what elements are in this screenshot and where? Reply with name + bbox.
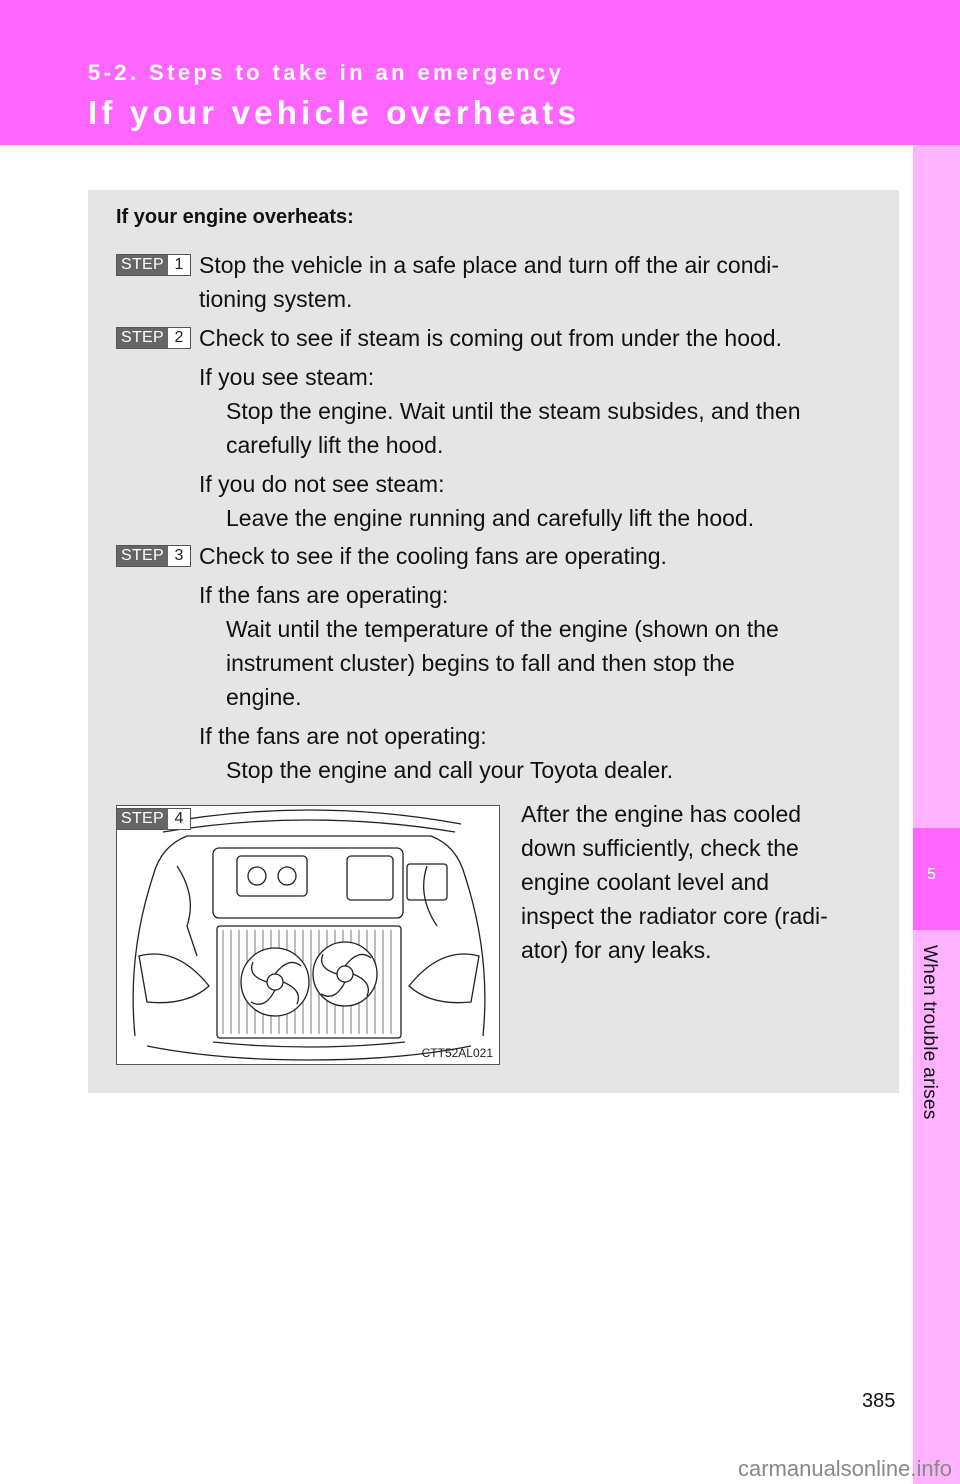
section-label: 5-2. Steps to take in an emergency xyxy=(88,60,565,85)
step-3-text: Check to see if the cooling fans are operating. xyxy=(199,543,667,569)
chapter-title: When trouble arises xyxy=(919,945,940,1120)
step-1-badge xyxy=(116,254,191,276)
step-3-case-2-condition: If the fans are not operating: xyxy=(199,723,487,749)
step-2-badge xyxy=(116,327,191,349)
step-4-text-line: engine coolant level and xyxy=(521,869,770,895)
intro-heading: If your engine overheats: xyxy=(116,206,354,228)
step-2-text: Check to see if steam is coming out from under the hood. xyxy=(199,325,782,351)
step-1-text: Stop the vehicle in a safe place and turn off the air condi- xyxy=(199,252,780,278)
figure-code: CTT52AL021 xyxy=(421,1046,493,1060)
page-heading: If your vehicle overheats xyxy=(88,94,580,131)
step-3-case-1-action-line: engine. xyxy=(226,684,302,710)
step-2-case-2-action-line: Leave the engine running and carefully lift the hood. xyxy=(226,505,755,531)
step-4-text-line: inspect the radiator core (radi- xyxy=(521,903,828,929)
side-tab xyxy=(913,145,960,1484)
step-3-case-2-action-line: Stop the engine and call your Toyota dealer. xyxy=(226,757,674,783)
step-label: STEP xyxy=(117,546,168,566)
page-number: 385 xyxy=(862,1390,896,1412)
step-4-text-line: down sufficiently, check the xyxy=(521,835,799,861)
engine-bay-illustration xyxy=(116,805,500,1065)
step-3-badge xyxy=(116,545,191,567)
step-2-case-1-action-line: Stop the engine. Wait until the steam subsides, and then xyxy=(226,398,801,424)
watermark: carmanualsonline.info xyxy=(737,1456,952,1481)
step-3-case-1-condition: If the fans are operating: xyxy=(199,582,449,608)
step-number: 1 xyxy=(168,255,190,275)
step-2-case-1-action-line: carefully lift the hood. xyxy=(226,432,444,458)
step-4-text-line: After the engine has cooled xyxy=(521,801,802,827)
step-2-case-1-condition: If you see steam: xyxy=(199,364,375,390)
step-number: 4 xyxy=(168,809,190,829)
step-4-badge xyxy=(116,808,191,830)
step-label: STEP xyxy=(117,328,168,348)
step-number: 3 xyxy=(168,546,190,566)
step-2-case-2-condition: If you do not see steam: xyxy=(199,471,445,497)
step-1-text-cont: tioning system. xyxy=(199,286,353,312)
step-label: STEP xyxy=(117,255,168,275)
step-number: 2 xyxy=(168,328,190,348)
step-4-text-line: ator) for any leaks. xyxy=(521,937,712,963)
step-3-case-1-action-line: Wait until the temperature of the engine (shown on the xyxy=(226,616,779,642)
chapter-number: 5 xyxy=(927,866,936,883)
step-label: STEP xyxy=(117,809,168,829)
engine-bay-drawing xyxy=(117,806,500,1065)
step-3-case-1-action-line: instrument cluster) begins to fall and then stop the xyxy=(226,650,735,676)
